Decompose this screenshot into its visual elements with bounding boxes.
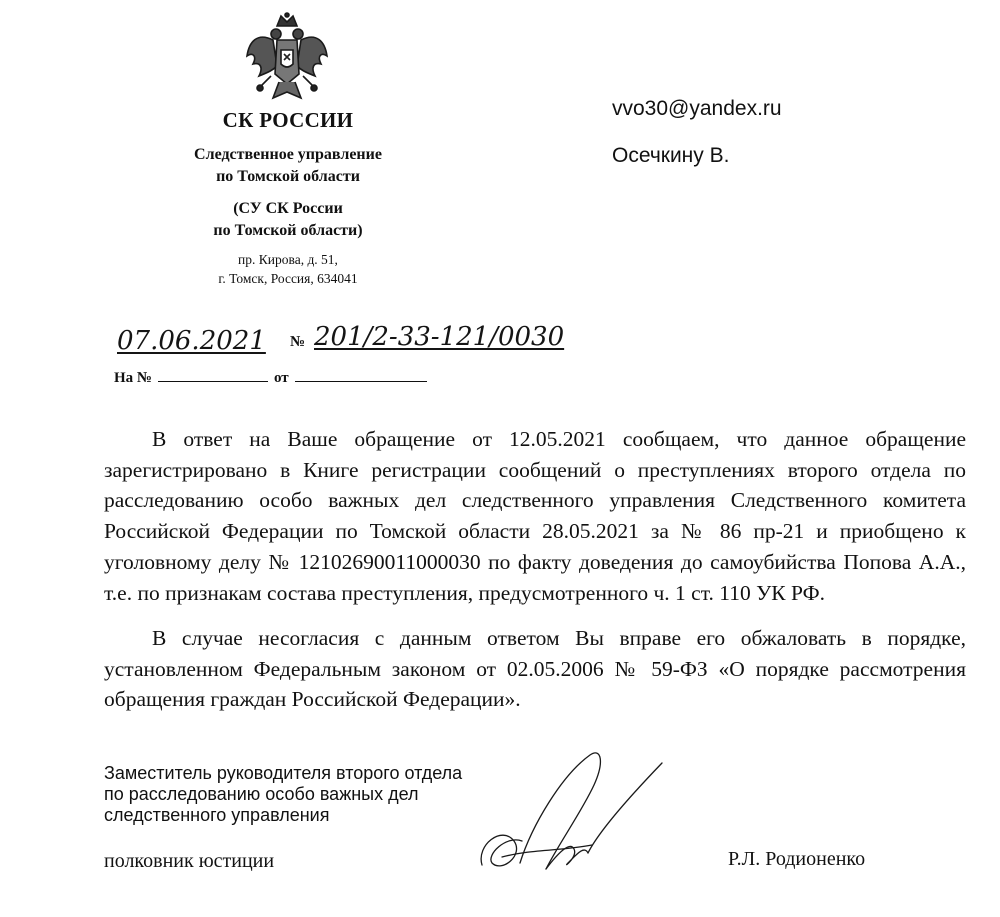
signatory-position-line-2: по расследованию особо важных дел [104, 784, 419, 804]
in-reply-label: На № [114, 370, 152, 386]
from-label: от [274, 370, 289, 386]
department-line-1: Следственное управление [194, 146, 382, 163]
abbreviation-line-1: (СУ СК России [233, 200, 343, 217]
in-reply-date-blank [295, 381, 427, 382]
registration-date: 07.06.2021 [117, 326, 266, 356]
body-paragraph-1: В ответ на Ваше обращение от 12.05.2021 сообщаем, что данное обращение зарегистрировано в Книге регистрации сообщений о преступлениях второго отдела по расследованию особо важных дел следственного управления Следственного комитета Российской Федерации по Томской области 28.05.2021 за № 86 пр-21 и приобщено к уголовному делу № 12102690011000030 по факту доведения до самоубийства Попова А.А., т.е. по признакам состава преступления, предусмотренного ч. 1 ст. 110 УК РФ. [104, 427, 966, 605]
org-title: СК РОССИИ [222, 108, 354, 132]
registration-number: 201/2-33-121/0030 [314, 322, 565, 352]
in-reply-number-blank [158, 381, 268, 382]
coat-of-arms-icon [243, 12, 331, 110]
addressee-name: Осечкину В. [612, 144, 730, 167]
registration-number-label: № [290, 334, 306, 350]
signatory-rank: полковник юстиции [104, 850, 275, 872]
in-reply-line [114, 370, 427, 387]
addressee-email: vvo30@yandex.ru [612, 97, 782, 120]
department-line-2: по Томской области [216, 168, 360, 185]
signatory-position-line-1: Заместитель руководителя второго отдела [104, 763, 463, 783]
signatory-position-line-3: следственного управления [104, 805, 330, 825]
signatory-name: Р.Л. Родионенко [728, 848, 866, 870]
body-paragraph-2: В случае несогласия с данным ответом Вы вправе его обжаловать в порядке, установленном Федеральным законом от 02.05.2006 № 59-ФЗ «О порядке рассмотрения обращения граждан Российской Федерации». [104, 626, 966, 712]
abbreviation-line-2: по Томской области) [213, 222, 363, 239]
address-line-2: г. Томск, Россия, 634041 [218, 271, 358, 286]
address-line-1: пр. Кирова, д. 51, [238, 252, 338, 267]
handwritten-signature-icon [462, 745, 672, 885]
